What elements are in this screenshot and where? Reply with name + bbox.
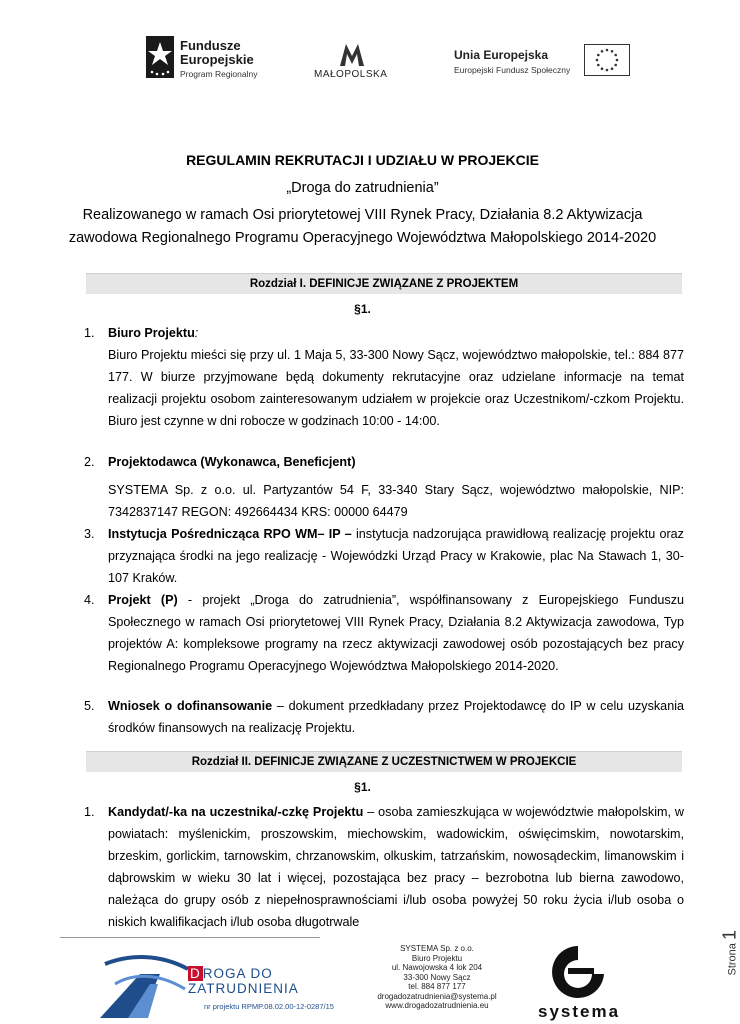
systema-emblem-icon <box>548 944 608 1000</box>
chapter2-heading: Rozdział II. DEFINICJE ZWIĄZANE Z UCZESTNICTWEM W PROJEKCIE <box>86 751 682 772</box>
ue-title: Unia Europejska <box>454 48 549 62</box>
list-item: 2. Projektodawca (Wykonawca, Beneficjent) SYSTEMA Sp. z o.o. ul. Partyzantów 54 F, 33-340 Stary Sącz, województwo małopolskie, NIP: 7342837147 REGON: 492664434 KRS: 00000 64479 <box>84 455 684 519</box>
page-num: 1 <box>719 930 739 941</box>
project-number: nr projektu RPMP.08.02.00-12-0287/15 <box>204 1002 334 1011</box>
document-title: REGULAMIN REKRUTACJI I UDZIAŁU W PROJEKCIE <box>186 152 539 168</box>
item-term: Projekt (P) <box>108 593 178 607</box>
item-term: Biuro Projektu <box>108 326 195 340</box>
chapter1-heading: Rozdział I. DEFINICJE ZWIĄZANE Z PROJEKTEM <box>86 273 682 294</box>
item-text: – osoba zamieszkująca w województwie małopolskim, w powiatach: myślenickim, proszowskim, miechowskim, wadowickim, oświęcimskim, nowotarskim, brzeskim, gorlickim, tarnowskim, chrzanowskim, olkuskim, tatrzańskim, nowosądeckim, limanowskim i dąbrowskim w wieku 30 lat i więcej, pozostająca bez pracy – bezrobotna lub bierna zawodowo, należąca do grupy osób z niepełnosprawnościami i/lub osoba powyżej 50 roku życia i/lub osoba o niskich kwalifikacjach i/lub osoba długotrwale <box>108 805 684 929</box>
road-icon <box>100 944 190 1018</box>
footer-contact: SYSTEMA Sp. z o.o. Biuro Projektu ul. Nawojowska 4 lok 204 33-300 Nowy Sącz tel. 884 877 177 drogadozatrudnienia@systema.pl www.drogadozatrudnienia.eu <box>377 944 497 1010</box>
droga-do-zatrudnienia-logo <box>100 942 370 1020</box>
list-item: 3. Instytucja Pośrednicząca RPO WM– IP – instytucja nadzorująca prawidłową realizację projektu oraz przyznająca środki na jego realizację - Wojewódzki Urząd Pracy w Krakowie, plac Na Stawach 1, 30-107 Kraków. <box>84 527 684 585</box>
malopolska-logo <box>312 42 396 82</box>
item-term: Projektodawca (Wykonawca, Beneficjent) <box>108 455 356 469</box>
eu-flag-icon <box>584 44 630 76</box>
item-term: Wniosek o dofinansowanie <box>108 699 273 713</box>
unia-europejska-logo <box>454 44 634 82</box>
droga-first-letter: D <box>190 966 201 981</box>
intro-line2: zawodowa Regionalnego Programu Operacyjnego Województwa Małopolskiego 2014-2020 <box>68 230 657 246</box>
item-term: Instytucja Pośrednicząca RPO WM– IP – <box>108 527 352 541</box>
item-text: SYSTEMA Sp. z o.o. ul. Partyzantów 54 F, 33-340 Stary Sącz, województwo małopolskie, NIP: 7342837147 REGON: 492664434 KRS: 00000 64479 <box>108 483 684 519</box>
item-text: Biuro Projektu mieści się przy ul. 1 Maja 5, 33-300 Nowy Sącz, województwo małopolskie, tel.: 884 877 177. W biurze przyjmowane będą dokumenty rekrutacyjne oraz udzielane informacje na temat realizacji projektu osobom zainteresowanym udziałem w projekcie oraz Uczestnikom/-czkom Projektu. Biuro jest czynne w dni robocze w godzinach 10:00 - 14:00. <box>108 348 684 428</box>
fundusze-europejskie-logo <box>146 36 266 82</box>
fe-line3: Program Regionalny <box>180 69 258 79</box>
malopolska-m-icon <box>338 42 366 66</box>
document-subtitle: „Droga do zatrudnienia” <box>286 180 439 196</box>
page-label: Strona <box>726 943 738 976</box>
chapter1-paragraph: §1. <box>354 302 371 316</box>
systema-wordmark: systema <box>538 1002 621 1021</box>
droga-rest: ROGA DO ZATRUDNIENIA <box>188 966 299 996</box>
list-item: 1. Biuro Projektu: Biuro Projektu mieści się przy ul. 1 Maja 5, 33-300 Nowy Sącz, województwo małopolskie, tel.: 884 877 177. W biurze przyjmowane będą dokumenty rekrutacyjne oraz udzielane informacje na temat realizacji projektu osobom zainteresowanym udziałem w projekcie oraz Uczestnikom/-czkom Projektu. Biuro jest czynne w dni robocze w godzinach 10:00 - 14:00. <box>84 326 684 428</box>
item-term: Kandydat/-ka na uczestnika/-czkę Projektu <box>108 805 364 819</box>
systema-logo <box>520 944 640 1024</box>
fe-line2: Europejskie <box>180 52 254 67</box>
list-item: 5. Wniosek o dofinansowanie – dokument przedkładany przez Projektodawcę do IP w celu uzyskania środków finansowych na realizację Projektu. <box>84 699 684 735</box>
droga-title <box>188 966 370 996</box>
ue-subtitle: Europejski Fundusz Społeczny <box>454 65 571 75</box>
fe-line1: Fundusze <box>180 38 241 53</box>
item-text: – dokument przedkładany przez Projektodawcę do IP w celu uzyskania środków finansowych na realizację Projektu. <box>108 699 684 735</box>
item-text: - projekt „Droga do zatrudnienia”, współfinansowany z Europejskiego Funduszu Społecznego w ramach Osi priorytetowej VIII Rynek Pracy, Działania 8.2 Aktywizacja zawodowa, Typ projektów A: kompleksowe programy na rzecz aktywizacji zawodowej osób pozostających bez pracy Regionalnego Programu Operacyjnego Województwa Małopolskiego 2014-2020. <box>108 593 685 673</box>
list-item: 1. Kandydat/-ka na uczestnika/-czkę Projektu – osoba zamieszkująca w województwie małopolskim, w powiatach: myślenickim, proszowskim, miechowskim, wadowickim, oświęcimskim, nowotarskim, brzeskim, gorlickim, tarnowskim, chrzanowskim, olkuskim, tatrzańskim, nowosądeckim, limanowskim i dąbrowskim w wieku 30 lat i więcej, pozostająca bez pracy – bezrobotna lub bierna zawodowo, należąca do grupy osób z niepełnosprawnościami i/lub osoba powyżej 50 roku życia i/lub osoba o niskich kwalifikacjach i/lub osoba długotrwale <box>84 805 684 929</box>
malopolska-label: MAŁOPOLSKA <box>314 69 388 80</box>
document-intro <box>60 204 665 250</box>
footer-divider <box>60 937 320 938</box>
chapter2-paragraph: §1. <box>354 780 371 794</box>
item-text: instytucja nadzorująca prawidłową realizację projektu oraz przyznająca środki na jego realizację - Wojewódzki Urząd Pracy w Krakowie, plac Na Stawach 1, 30-107 Kraków. <box>108 527 684 585</box>
fe-star-icon <box>146 36 174 78</box>
page-number <box>719 930 740 976</box>
list-item: 4. Projekt (P) - projekt „Droga do zatrudnienia”, współfinansowany z Europejskiego Funduszu Społecznego w ramach Osi priorytetowej VIII Rynek Pracy, Działania 8.2 Aktywizacja zawodowa, Typ projektów A: kompleksowe programy na rzecz aktywizacji zawodowej osób pozostających bez pracy Regionalnego Programu Operacyjnego Województwa Małopolskiego 2014-2020. <box>84 593 685 673</box>
intro-line1: Realizowanego w ramach Osi priorytetowej VIII Rynek Pracy, Działania 8.2 Aktywizacja <box>82 207 643 223</box>
